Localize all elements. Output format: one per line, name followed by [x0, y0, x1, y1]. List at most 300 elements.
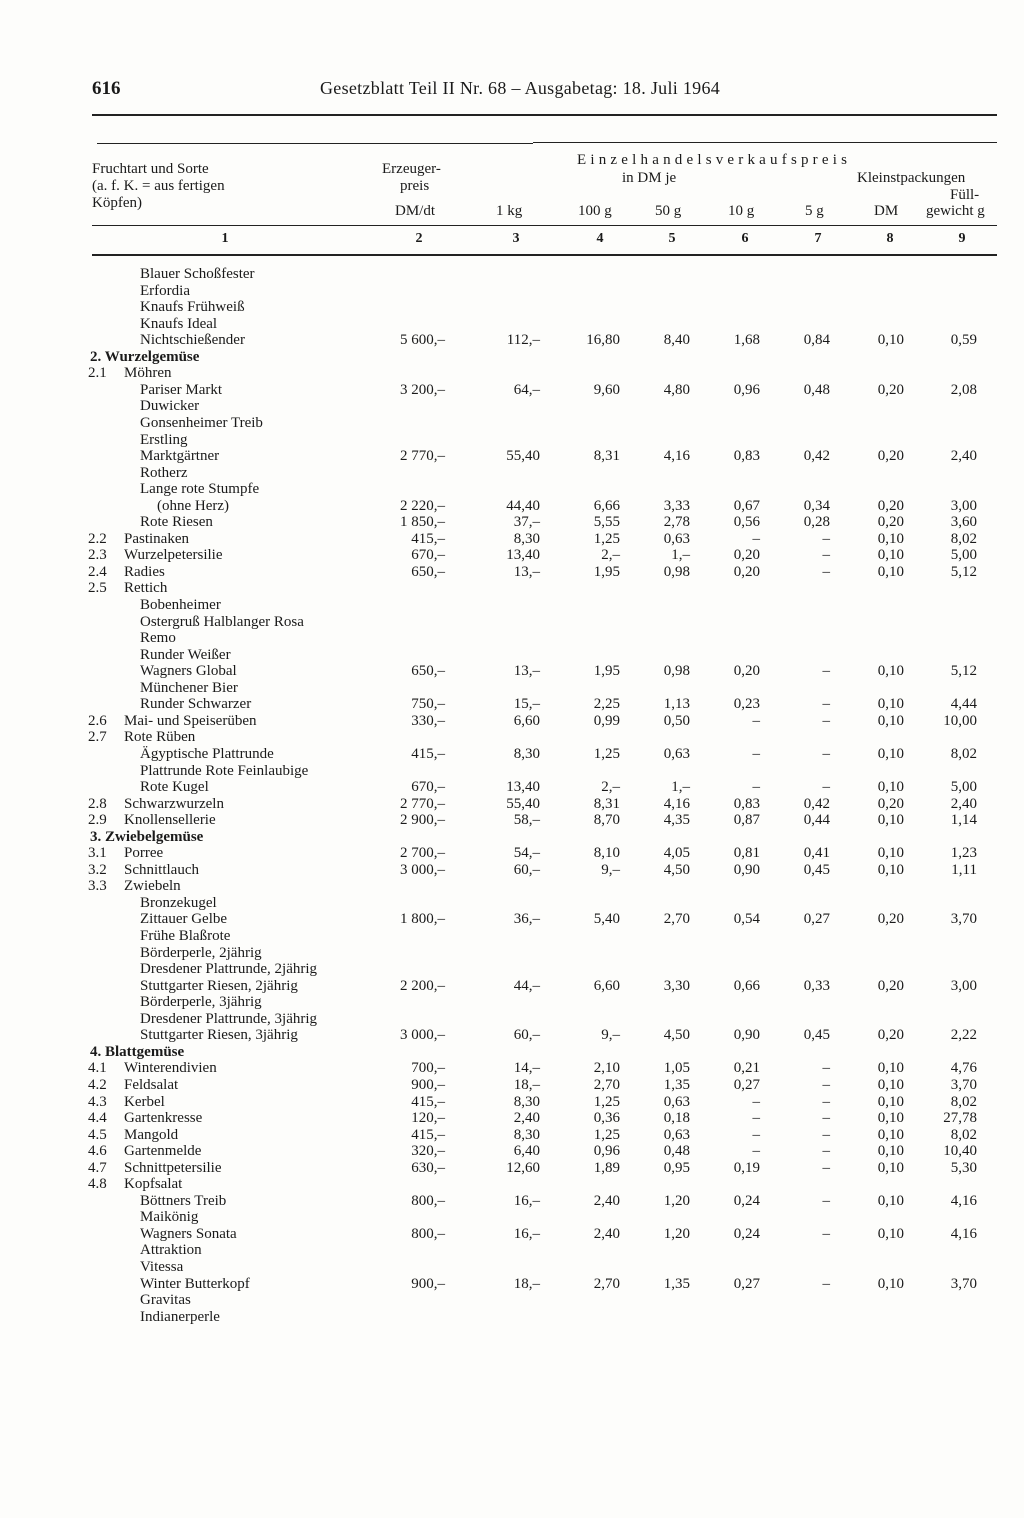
price-cell-col9: 3,00: [950, 497, 977, 514]
variety-name: Schnittpetersilie: [124, 1159, 222, 1176]
column-number: 7: [814, 231, 822, 246]
section-heading-row: [0, 1044, 1024, 1060]
variety-name: Gartenmelde: [124, 1143, 202, 1160]
variety-name: Wagners Sonata: [140, 1225, 237, 1242]
price-cell-col5: 4,50: [663, 1027, 690, 1044]
price-cell-col6: 0,66: [733, 977, 760, 994]
row-number: 3.2: [88, 861, 107, 878]
running-header: [92, 78, 997, 104]
price-cell-col4: 0,36: [593, 1110, 620, 1127]
column-number: 3: [512, 231, 520, 246]
unit-5g: 5 g: [805, 203, 824, 219]
table-row: [0, 928, 1024, 944]
price-cell-col2: 700,–: [411, 1060, 445, 1077]
price-cell-col7: 0,42: [803, 795, 830, 812]
price-cell-col7: 0,28: [803, 514, 830, 531]
price-cell-col5: 0,63: [663, 1093, 690, 1110]
table-row: [0, 1226, 1024, 1242]
table-row: [0, 763, 1024, 779]
price-cell-col6: 0,87: [733, 812, 760, 829]
price-cell-col7: –: [822, 1093, 830, 1110]
price-cell-col9: 8,02: [950, 530, 977, 547]
variety-name: Pariser Markt: [140, 381, 223, 398]
price-cell-col4: 0,99: [593, 712, 620, 729]
price-cell-col2: 415,–: [411, 1126, 445, 1143]
price-cell-col3: 60,–: [513, 1027, 540, 1044]
price-cell-col3: 58,–: [513, 812, 540, 829]
price-cell-col5: 1,35: [663, 1275, 690, 1292]
price-cell-col4: 8,31: [593, 448, 620, 465]
table-row: [0, 1027, 1024, 1043]
price-cell-col6: 0,23: [733, 696, 760, 713]
table-row: [0, 812, 1024, 828]
price-cell-col2: 120,–: [411, 1110, 445, 1127]
price-cell-col2: 800,–: [411, 1225, 445, 1242]
price-cell-col3: 37,–: [513, 514, 540, 531]
price-cell-col2: 900,–: [411, 1076, 445, 1093]
page-title: Gesetzblatt Teil II Nr. 68 – Ausgabetag: 18. Juli 1964: [320, 78, 721, 98]
row-number: 3.1: [88, 845, 107, 862]
table-row: [0, 1193, 1024, 1209]
price-cell-col4: 1,89: [593, 1159, 620, 1176]
table-top-rule-right: [533, 142, 997, 143]
price-cell-col6: 0,27: [733, 1076, 760, 1093]
price-cell-col8: 0,10: [877, 1225, 904, 1242]
price-cell-col9: 2,40: [950, 795, 977, 812]
col2-heading-line1: Erzeuger-: [382, 161, 441, 177]
column-number: 9: [958, 231, 966, 246]
price-cell-col2: 2 220,–: [400, 497, 445, 514]
variety-name: Stuttgarter Riesen, 2jährig: [140, 977, 298, 994]
table-row: [0, 332, 1024, 348]
price-cell-col9: 0,59: [950, 332, 977, 349]
table-row: [0, 895, 1024, 911]
price-cell-col3: 60,–: [513, 861, 540, 878]
price-cell-col8: 0,10: [877, 861, 904, 878]
row-number: 2.4: [88, 563, 107, 580]
price-cell-col8: 0,10: [877, 1143, 904, 1160]
price-cell-col4: 9,–: [601, 1027, 620, 1044]
table-row: [0, 398, 1024, 414]
price-cell-col6: 0,83: [733, 795, 760, 812]
row-number: 2.2: [88, 530, 107, 547]
price-cell-col2: 1 800,–: [400, 911, 445, 928]
table-top-rule-left: [97, 143, 533, 144]
table-row: [0, 779, 1024, 795]
price-cell-col5: 0,63: [663, 530, 690, 547]
table-row: [0, 796, 1024, 812]
table-row: [0, 911, 1024, 927]
price-cell-col5: 4,16: [663, 795, 690, 812]
price-cell-col2: 670,–: [411, 547, 445, 564]
unit-100g: 100 g: [578, 203, 612, 219]
table-row: [0, 862, 1024, 878]
fill-weight-heading-line1: Füll-: [950, 187, 980, 203]
table-row: [0, 580, 1024, 596]
table-row: [0, 845, 1024, 861]
price-cell-col8: 0,10: [877, 745, 904, 762]
price-cell-col4: 8,31: [593, 795, 620, 812]
variety-name: Gonsenheimer Treib: [140, 414, 263, 431]
price-cell-col4: 2,40: [593, 1192, 620, 1209]
table-row: [0, 1160, 1024, 1176]
variety-name: Blauer Schoßfester: [140, 266, 255, 282]
variety-name: Frühe Blaßrote: [140, 928, 231, 944]
table-row: [0, 1309, 1024, 1325]
row-number: 4.3: [88, 1093, 107, 1110]
variety-name: Kerbel: [124, 1093, 165, 1110]
price-cell-col2: 670,–: [411, 779, 445, 796]
price-cell-col4: 1,95: [593, 563, 620, 580]
price-cell-col8: 0,10: [877, 812, 904, 829]
price-cell-col6: 0,81: [733, 845, 760, 862]
price-cell-col7: –: [822, 1143, 830, 1160]
price-cell-col9: 2,08: [950, 381, 977, 398]
fill-weight-heading-line2: gewicht g: [926, 203, 985, 219]
price-cell-col7: –: [822, 712, 830, 729]
price-cell-col7: –: [822, 696, 830, 713]
price-cell-col2: 2 770,–: [400, 795, 445, 812]
table-row: [0, 1060, 1024, 1076]
column-number: 1: [221, 231, 229, 246]
variety-name: Dresdener Plattrunde, 2jährig: [140, 961, 318, 978]
variety-name: (ohne Herz): [157, 497, 230, 514]
price-cell-col5: 4,50: [663, 861, 690, 878]
table-row: [0, 713, 1024, 729]
table-row: [0, 481, 1024, 497]
price-cell-col3: 8,30: [513, 1126, 540, 1143]
column-number: 8: [886, 231, 894, 246]
price-cell-col9: 5,12: [950, 563, 977, 580]
col2-unit: DM/dt: [395, 203, 436, 219]
table-row: [0, 1110, 1024, 1126]
price-cell-col2: 650,–: [411, 663, 445, 680]
price-cell-col9: 3,60: [950, 514, 977, 531]
row-number: 2.1: [88, 365, 107, 382]
price-cell-col6: 0,67: [733, 497, 760, 514]
table-row: [0, 746, 1024, 762]
table-row: [0, 647, 1024, 663]
header-rule: [92, 114, 997, 116]
price-cell-col4: 2,10: [593, 1060, 620, 1077]
price-cell-col3: 13,40: [506, 779, 540, 796]
price-cell-col9: 8,02: [950, 745, 977, 762]
price-cell-col6: 0,27: [733, 1275, 760, 1292]
price-cell-col4: 6,60: [593, 977, 620, 994]
variety-name: Kopfsalat: [124, 1176, 183, 1193]
variety-name: Erfordia: [140, 282, 190, 299]
price-cell-col3: 44,40: [506, 497, 540, 514]
table-row: [0, 514, 1024, 530]
table-row: [0, 1127, 1024, 1143]
price-cell-col5: 2,78: [663, 514, 690, 531]
row-number: 2.7: [88, 729, 107, 746]
variety-name: Radies: [124, 563, 165, 580]
price-cell-col3: 18,–: [513, 1076, 540, 1093]
price-cell-col7: –: [822, 1110, 830, 1127]
table-row: [0, 878, 1024, 894]
price-cell-col4: 8,70: [593, 812, 620, 829]
column-number: 6: [741, 231, 749, 246]
price-cell-col9: 27,78: [943, 1110, 977, 1127]
price-cell-col7: –: [822, 1225, 830, 1242]
table-row: [0, 1242, 1024, 1258]
price-cell-col3: 13,40: [506, 547, 540, 564]
price-cell-col6: –: [752, 779, 760, 796]
price-cell-col6: 0,20: [733, 663, 760, 680]
variety-name: Börderperle, 2jährig: [140, 944, 262, 961]
price-cell-col3: 8,30: [513, 530, 540, 547]
variety-name: Bobenheimer: [140, 597, 221, 613]
price-cell-col9: 2,40: [950, 448, 977, 465]
price-cell-col2: 3 200,–: [400, 381, 445, 398]
variety-name: Börderperle, 3jährig: [140, 994, 262, 1011]
variety-name: Marktgärtner: [140, 448, 220, 465]
price-cell-col3: 36,–: [513, 911, 540, 928]
price-cell-col8: 0,20: [877, 1027, 904, 1044]
row-number: 4.1: [88, 1060, 107, 1077]
price-cell-col3: 6,60: [513, 712, 540, 729]
variety-name: Rotherz: [140, 464, 188, 481]
price-cell-col8: 0,10: [877, 1076, 904, 1093]
price-cell-col9: 4,16: [950, 1192, 977, 1209]
price-cell-col2: 650,–: [411, 563, 445, 580]
table-row: [0, 614, 1024, 630]
variety-name: Ägyptische Plattrunde: [140, 745, 274, 762]
section-title: 4. Blattgemüse: [90, 1043, 185, 1060]
variety-name: Zwiebeln: [124, 878, 181, 895]
variety-name: Ostergruß Halblanger Rosa: [140, 613, 304, 630]
variety-name: Rettich: [124, 580, 168, 597]
price-cell-col3: 16,–: [513, 1225, 540, 1242]
table-row: [0, 1143, 1024, 1159]
table-row: [0, 1259, 1024, 1275]
price-cell-col2: 415,–: [411, 745, 445, 762]
price-cell-col8: 0,10: [877, 1192, 904, 1209]
price-cell-col6: 0,20: [733, 547, 760, 564]
price-cell-col3: 16,–: [513, 1192, 540, 1209]
price-cell-col6: –: [752, 530, 760, 547]
variety-name: Porree: [124, 845, 164, 862]
price-cell-col3: 8,30: [513, 745, 540, 762]
price-cell-col6: 0,90: [733, 1027, 760, 1044]
price-cell-col6: –: [752, 745, 760, 762]
table-row: [0, 531, 1024, 547]
price-cell-col4: 16,80: [586, 332, 620, 349]
price-cell-col5: 3,33: [663, 497, 690, 514]
price-cell-col8: 0,10: [877, 1060, 904, 1077]
price-cell-col4: 1,25: [593, 745, 620, 762]
variety-name: Gravitas: [140, 1292, 191, 1309]
table-row: [0, 1292, 1024, 1308]
variety-name: Winter Butterkopf: [140, 1275, 250, 1292]
price-cell-col3: 13,–: [513, 563, 540, 580]
variety-name: Rote Kugel: [140, 779, 209, 796]
retail-subheading: in DM je: [622, 170, 677, 186]
price-cell-col4: 2,–: [601, 779, 620, 796]
price-cell-col4: 5,40: [593, 911, 620, 928]
price-cell-col3: 2,40: [513, 1110, 540, 1127]
variety-name: Duwicker: [140, 398, 200, 415]
price-cell-col8: 0,10: [877, 845, 904, 862]
price-cell-col4: 1,25: [593, 1126, 620, 1143]
price-cell-col8: 0,10: [877, 530, 904, 547]
price-cell-col5: 0,98: [663, 663, 690, 680]
price-cell-col4: 2,–: [601, 547, 620, 564]
price-cell-col7: 0,45: [803, 1027, 830, 1044]
variety-name: Attraktion: [140, 1242, 202, 1259]
price-cell-col2: 3 000,–: [400, 1027, 445, 1044]
price-cell-col8: 0,10: [877, 712, 904, 729]
price-cell-col7: 0,33: [803, 977, 830, 994]
price-cell-col3: 55,40: [506, 448, 540, 465]
variety-name: Münchener Bier: [140, 679, 238, 696]
price-cell-col5: 8,40: [663, 332, 690, 349]
variety-name: Runder Schwarzer: [140, 696, 252, 713]
section-heading-row: [0, 829, 1024, 845]
price-cell-col9: 10,40: [943, 1143, 977, 1160]
price-cell-col9: 3,70: [950, 1275, 977, 1292]
price-cell-col3: 8,30: [513, 1093, 540, 1110]
price-cell-col3: 12,60: [506, 1159, 540, 1176]
row-number: 4.5: [88, 1126, 107, 1143]
price-cell-col5: 1,20: [663, 1225, 690, 1242]
price-cell-col5: 0,98: [663, 563, 690, 580]
table-row: [0, 1094, 1024, 1110]
price-cell-col3: 13,–: [513, 663, 540, 680]
price-cell-col8: 0,20: [877, 497, 904, 514]
col1-heading-line1: Fruchtart und Sorte: [92, 161, 209, 177]
price-cell-col9: 3,70: [950, 911, 977, 928]
price-cell-col2: 5 600,–: [400, 332, 445, 349]
price-cell-col6: 0,56: [733, 514, 760, 531]
table-row: [0, 994, 1024, 1010]
variety-name: Möhren: [124, 365, 172, 382]
price-cell-col7: –: [822, 530, 830, 547]
price-cell-col6: 0,21: [733, 1060, 760, 1077]
price-cell-col5: 1,13: [663, 696, 690, 713]
price-cell-col7: –: [822, 745, 830, 762]
price-cell-col6: –: [752, 1143, 760, 1160]
row-number: 2.6: [88, 712, 107, 729]
variety-name: Mai- und Speiserüben: [124, 712, 257, 729]
price-cell-col5: 0,63: [663, 1126, 690, 1143]
column-number: 4: [596, 231, 604, 246]
price-cell-col3: 6,40: [513, 1143, 540, 1160]
variety-name: Remo: [140, 630, 176, 647]
price-cell-col8: 0,10: [877, 1126, 904, 1143]
price-cell-col5: 0,18: [663, 1110, 690, 1127]
price-cell-col8: 0,20: [877, 795, 904, 812]
small-pack-heading: Kleinstpackungen: [857, 170, 966, 186]
variety-name: Rote Riesen: [140, 514, 213, 531]
col1-heading-line3: Köpfen): [92, 195, 142, 211]
price-cell-col2: 330,–: [411, 712, 445, 729]
price-cell-col4: 6,66: [593, 497, 620, 514]
col2-heading-line2: preis: [400, 178, 430, 194]
variety-name: Runder Weißer: [140, 646, 231, 663]
price-cell-col2: 415,–: [411, 1093, 445, 1110]
variety-name: Erstling: [140, 431, 188, 448]
variety-name: Stuttgarter Riesen, 3jährig: [140, 1027, 298, 1044]
variety-name: Dresdener Plattrunde, 3jährig: [140, 1010, 318, 1027]
table-row: [0, 945, 1024, 961]
variety-name: Lange rote Stumpfe: [140, 481, 260, 498]
unit-10g: 10 g: [728, 203, 755, 219]
price-cell-col9: 5,12: [950, 663, 977, 680]
table-row: [0, 365, 1024, 381]
variety-name: Zittauer Gelbe: [140, 911, 228, 928]
price-cell-col5: 1,–: [671, 547, 690, 564]
variety-name: Plattrunde Rote Feinlaubige: [140, 762, 309, 779]
variety-name: Wurzelpetersilie: [124, 547, 223, 564]
price-cell-col4: 2,70: [593, 1275, 620, 1292]
price-cell-col5: 2,70: [663, 911, 690, 928]
price-cell-col4: 8,10: [593, 845, 620, 862]
price-cell-col6: –: [752, 1110, 760, 1127]
price-cell-col9: 5,00: [950, 547, 977, 564]
price-cell-col9: 8,02: [950, 1093, 977, 1110]
price-cell-col7: –: [822, 1126, 830, 1143]
price-cell-col3: 15,–: [513, 696, 540, 713]
price-cell-col6: 0,83: [733, 448, 760, 465]
price-cell-col3: 64,–: [513, 381, 540, 398]
variety-name: Knaufs Frühweiß: [140, 299, 245, 316]
table-row: [0, 415, 1024, 431]
price-cell-col5: 0,50: [663, 712, 690, 729]
price-cell-col5: 4,35: [663, 812, 690, 829]
price-cell-col7: –: [822, 1275, 830, 1292]
price-cell-col6: 0,54: [733, 911, 760, 928]
table-row: [0, 498, 1024, 514]
price-cell-col4: 2,70: [593, 1076, 620, 1093]
table-row: [0, 1077, 1024, 1093]
variety-name: Vitessa: [140, 1259, 184, 1275]
price-cell-col6: –: [752, 1126, 760, 1143]
table-row: [0, 299, 1024, 315]
price-cell-col6: 0,19: [733, 1159, 760, 1176]
row-number: 4.6: [88, 1143, 107, 1160]
price-cell-col8: 0,10: [877, 1093, 904, 1110]
price-cell-col9: 4,76: [950, 1060, 977, 1077]
price-cell-col6: 0,24: [733, 1225, 760, 1242]
price-cell-col6: 0,90: [733, 861, 760, 878]
price-cell-col7: –: [822, 663, 830, 680]
variety-name: Bronzekugel: [140, 894, 217, 911]
price-cell-col8: 0,20: [877, 448, 904, 465]
price-cell-col8: 0,20: [877, 381, 904, 398]
price-cell-col9: 1,23: [950, 845, 977, 862]
table-row: [0, 448, 1024, 464]
price-cell-col2: 415,–: [411, 530, 445, 547]
price-cell-col8: 0,10: [877, 332, 904, 349]
price-cell-col5: 3,30: [663, 977, 690, 994]
price-cell-col2: 320,–: [411, 1143, 445, 1160]
price-cell-col2: 800,–: [411, 1192, 445, 1209]
section-heading-row: [0, 349, 1024, 365]
price-cell-col8: 0,10: [877, 547, 904, 564]
row-number: 4.8: [88, 1176, 107, 1193]
price-cell-col4: 9,60: [593, 381, 620, 398]
price-cell-col6: 0,96: [733, 381, 760, 398]
price-cell-col9: 8,02: [950, 1126, 977, 1143]
table-row: [0, 547, 1024, 563]
price-cell-col4: 2,25: [593, 696, 620, 713]
price-cell-col7: 0,34: [803, 497, 830, 514]
price-cell-col8: 0,10: [877, 1110, 904, 1127]
price-cell-col2: 1 850,–: [400, 514, 445, 531]
variety-name: Mangold: [124, 1126, 179, 1143]
